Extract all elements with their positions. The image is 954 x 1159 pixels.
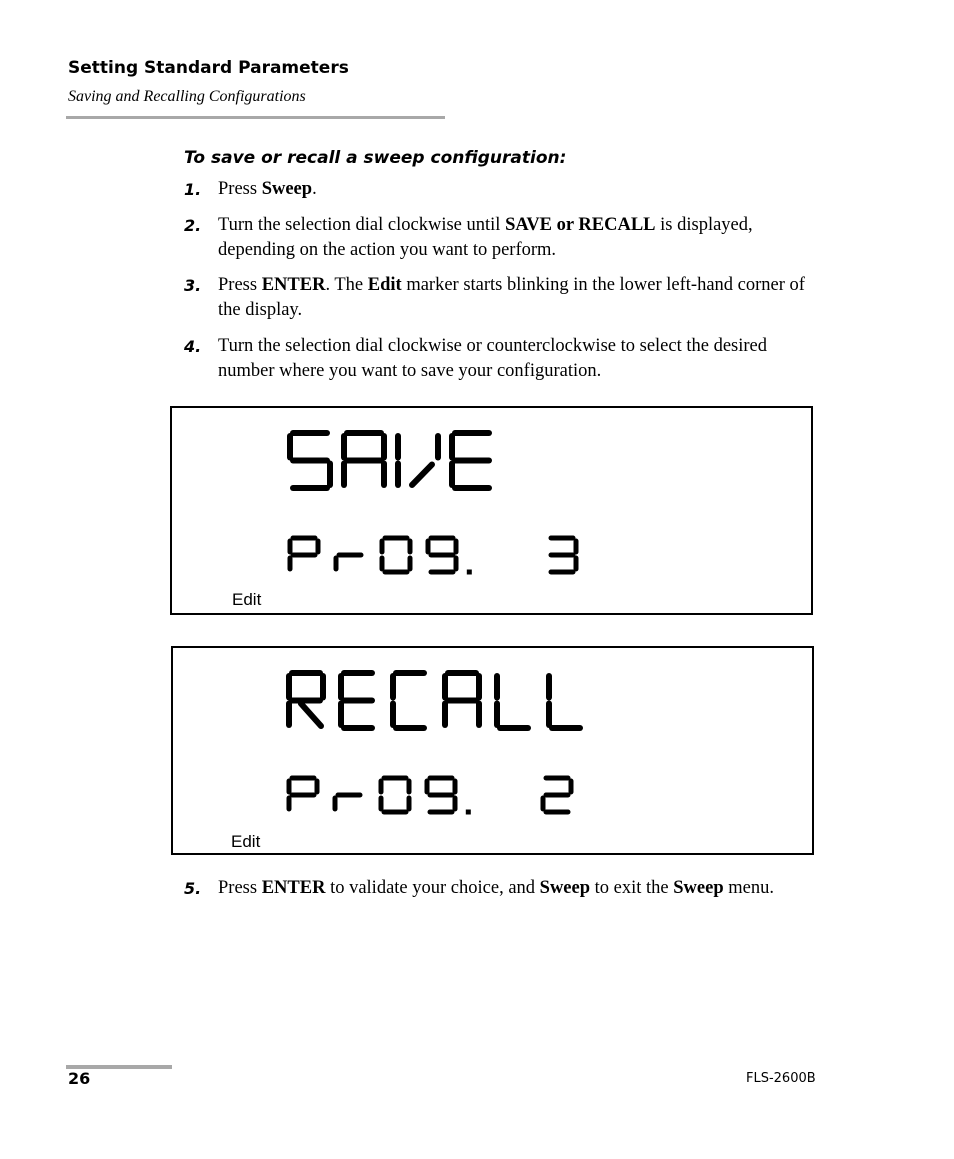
page-number: 26 xyxy=(68,1069,91,1088)
text-run: marker starts blinking in the lower left-hand corner of the display. xyxy=(218,275,805,320)
lcd-character xyxy=(445,673,479,725)
lcd-character xyxy=(381,778,409,812)
lcd-character xyxy=(344,433,384,485)
lcd-character xyxy=(452,433,489,488)
edit-marker: Edit xyxy=(232,590,262,609)
step-number: 1. xyxy=(184,180,202,199)
lcd-display-recall xyxy=(171,646,814,855)
text-run: Press xyxy=(218,179,262,199)
lcd-character xyxy=(289,673,323,726)
lcd-character xyxy=(427,778,455,812)
lcd-character xyxy=(497,676,528,728)
step-text xyxy=(218,213,814,263)
lcd-character xyxy=(290,433,330,488)
step-2 xyxy=(184,213,814,263)
lcd-decimal-point xyxy=(467,570,472,575)
lcd-character xyxy=(543,778,571,812)
header-divider xyxy=(66,116,445,119)
lcd-segments xyxy=(173,648,812,853)
step-number: 4. xyxy=(184,337,202,356)
ui-term: Sweep xyxy=(673,878,724,898)
lcd-character xyxy=(289,778,317,809)
text-run: is displayed, depending on the action you want to perform. xyxy=(218,215,753,260)
ui-term: ENTER xyxy=(261,878,326,898)
product-name: FLS-2600B xyxy=(746,1071,816,1086)
text-run: to exit the xyxy=(590,878,674,898)
lcd-character xyxy=(336,555,361,569)
ui-term: SAVE or RECALL xyxy=(505,215,656,235)
step-text xyxy=(218,876,814,901)
step-text xyxy=(218,334,814,384)
ui-term: ENTER xyxy=(261,275,326,295)
step-number: 3. xyxy=(184,276,202,295)
step-text xyxy=(218,273,814,323)
subsection-title: Saving and Recalling Configurations xyxy=(68,88,306,105)
text-run: Press xyxy=(218,275,262,295)
lcd-character xyxy=(290,538,318,569)
text-run: Press xyxy=(218,878,262,898)
edit-marker: Edit xyxy=(231,832,261,851)
lcd-character xyxy=(382,538,410,572)
lcd-character xyxy=(393,673,424,728)
lcd-character xyxy=(549,676,580,728)
ui-term: Sweep xyxy=(539,878,591,898)
text-run: . The xyxy=(325,275,368,295)
text-run: . xyxy=(312,179,317,199)
step-text xyxy=(218,177,814,202)
step-3 xyxy=(184,273,814,323)
lcd-character xyxy=(341,673,372,728)
text-run: menu. xyxy=(723,878,774,898)
step-5 xyxy=(184,876,814,901)
step-number: 5. xyxy=(184,879,202,898)
step-number: 2. xyxy=(184,216,202,235)
lcd-segments xyxy=(172,408,811,613)
lcd-display-save xyxy=(170,406,813,615)
lcd-decimal-point xyxy=(466,810,471,815)
lcd-character xyxy=(551,538,576,572)
step-4 xyxy=(184,334,814,384)
step-1 xyxy=(184,177,814,202)
lcd-character xyxy=(398,436,438,485)
ui-term: Edit xyxy=(367,275,402,295)
text-run: Turn the selection dial clockwise or counterclockwise to select the desired number where you want to save your configuration. xyxy=(218,336,768,381)
section-title: Setting Standard Parameters xyxy=(68,58,349,78)
lcd-character xyxy=(428,538,456,572)
ui-term: Sweep xyxy=(261,179,313,199)
procedure-title: To save or recall a sweep configuration: xyxy=(184,148,567,168)
text-run: to validate your choice, and xyxy=(325,878,540,898)
lcd-character xyxy=(335,795,360,809)
text-run: Turn the selection dial clockwise until xyxy=(218,215,506,235)
